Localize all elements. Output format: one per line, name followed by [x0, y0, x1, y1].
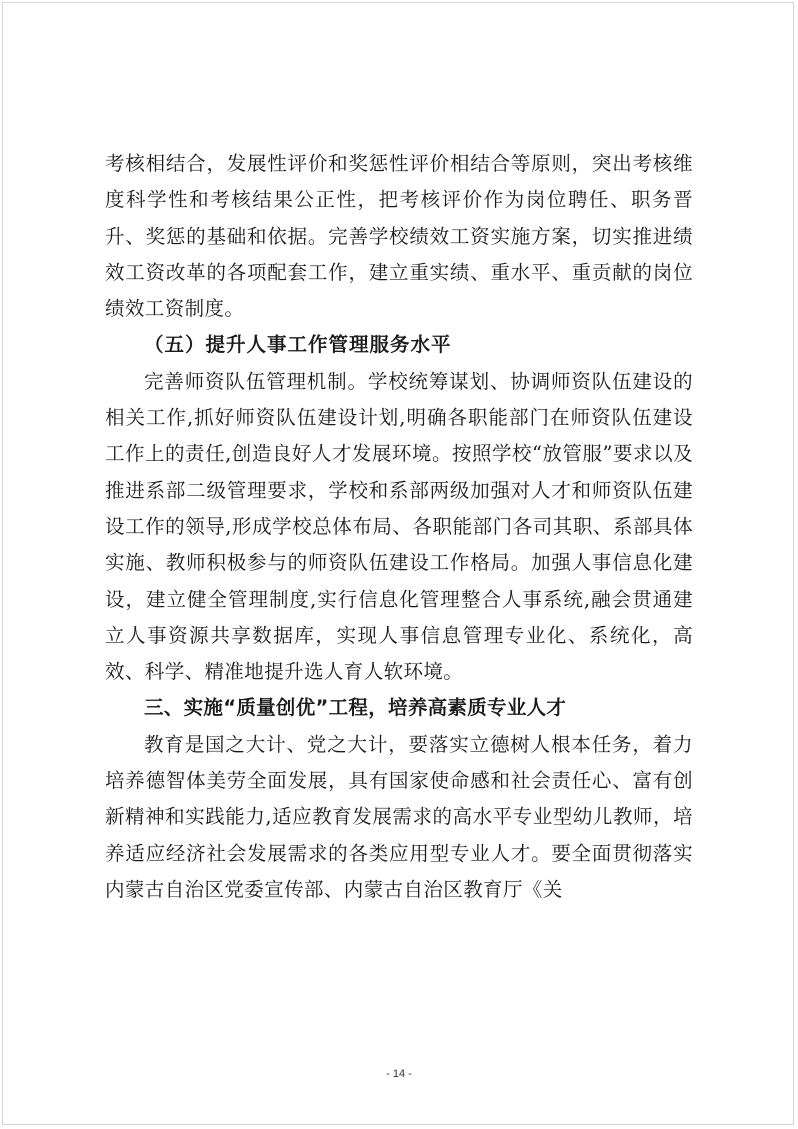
- paragraph-assessment: 考核相结合，发展性评价和奖惩性评价相结合等原则，突出考核维度科学性和考核结果公正性，把考核评价作为岗位聘任、职务晋升、奖惩的基础和依据。完善学校绩效工资实施方案，切实推进绩效工资改革的各项配套工作，建立重实绩、重水平、重贡献的岗位绩效工资制度。: [105, 152, 693, 321]
- section-heading-quality: 三、实施“质量创优”工程，培养高素质专业人才: [144, 696, 567, 720]
- document-body: [105, 146, 693, 908]
- subheading-personnel-service: （五）提升人事工作管理服务水平: [144, 333, 452, 357]
- paragraph-faculty-management: 完善师资队伍管理机制。学校统筹谋划、协调师资队伍建设的相关工作,抓好师资队伍建设计划,明确各职能部门在师资队伍建设工作上的责任,创造良好人才发展环境。按照学校“放管服”要求以及推进系部二级管理要求，学校和系部两级加强对人才和师资队伍建设工作的领导,形成学校总体布局、各职能部门各司其职、系部具体实施、教师积极参与的师资队伍建设工作格局。加强人事信息化建设，建立健全管理制度,实行信息化管理整合人事系统,融会贯通建立人事资源共享数据库，实现人事信息管理专业化、系统化，高效、科学、精准地提升选人育人软环境。: [105, 369, 693, 684]
- page-number: - 14 -: [386, 1068, 412, 1080]
- paragraph-education: 教育是国之大计、党之大计，要落实立德树人根本任务，着力培养德智体美劳全面发展，具有国家使命感和社会责任心、富有创新精神和实践能力,适应教育发展需求的高水平专业型幼儿教师，培养适应经济社会发展需求的各类应用型专业人才。要全面贯彻落实内蒙古自治区党委宣传部、内蒙古自治区教育厅《关: [105, 732, 693, 901]
